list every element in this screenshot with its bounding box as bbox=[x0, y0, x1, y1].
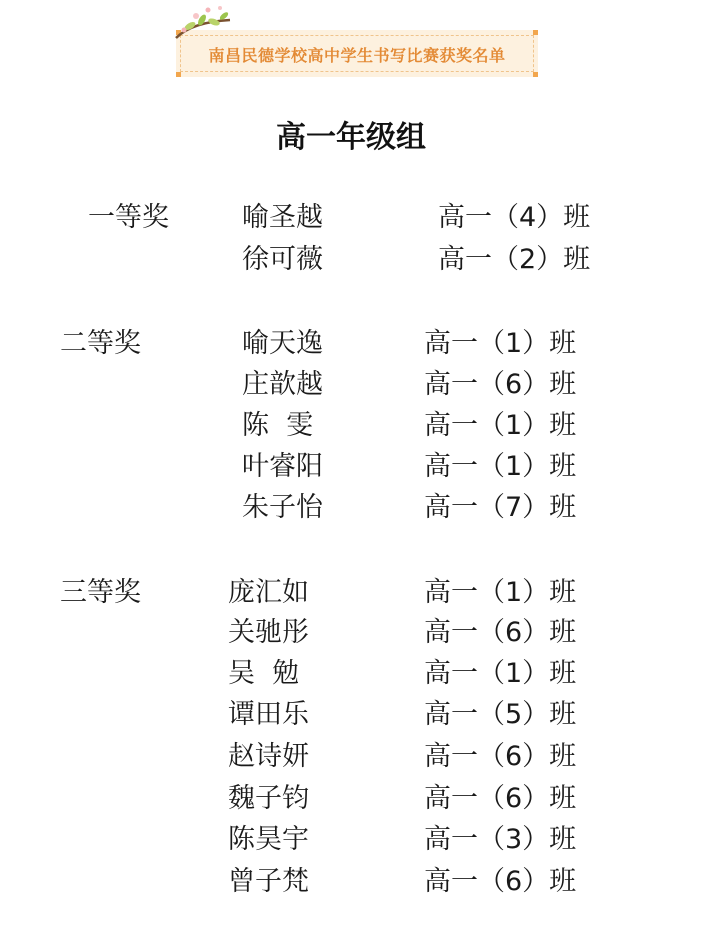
banner-title: 南昌民德学校高中学生书写比赛获奖名单 bbox=[208, 46, 506, 65]
group-title: 高一年级组 bbox=[276, 120, 426, 155]
winner-name: 赵诗妍 bbox=[228, 741, 309, 772]
branch-flower-icon bbox=[172, 4, 236, 40]
winner-class: 高一（1）班 bbox=[424, 577, 577, 608]
winner-class: 高一（6）班 bbox=[424, 617, 577, 648]
winner-class: 高一（6）班 bbox=[424, 783, 577, 814]
award-label-third: 三等奖 bbox=[60, 577, 141, 608]
winner-name: 庞汇如 bbox=[228, 577, 309, 608]
winner-name: 魏子钧 bbox=[228, 783, 309, 814]
winner-class: 高一（1）班 bbox=[424, 328, 577, 359]
winner-class: 高一（4）班 bbox=[438, 202, 591, 233]
banner-corner bbox=[533, 30, 538, 35]
winner-class: 高一（1）班 bbox=[424, 451, 577, 482]
winner-class: 高一（2）班 bbox=[438, 244, 591, 275]
winner-name: 喻圣越 bbox=[242, 202, 323, 233]
winner-class: 高一（6）班 bbox=[424, 369, 577, 400]
winner-class: 高一（5）班 bbox=[424, 699, 577, 730]
banner-corner bbox=[533, 72, 538, 77]
winner-class: 高一（6）班 bbox=[424, 866, 577, 897]
winner-class: 高一（1）班 bbox=[424, 658, 577, 689]
winner-name: 曾子梵 bbox=[228, 866, 309, 897]
award-label-first: 一等奖 bbox=[88, 202, 169, 233]
winner-class: 高一（7）班 bbox=[424, 492, 577, 523]
winner-name: 庄歆越 bbox=[242, 369, 323, 400]
award-label-second: 二等奖 bbox=[60, 328, 141, 359]
winner-name: 朱子怡 bbox=[242, 492, 323, 523]
winner-name: 关驰彤 bbox=[228, 617, 309, 648]
winner-name: 陈昊宇 bbox=[228, 824, 309, 855]
winner-name: 吴 勉 bbox=[228, 658, 300, 689]
winner-name: 叶睿阳 bbox=[242, 451, 323, 482]
winner-name: 陈 雯 bbox=[242, 410, 314, 441]
winner-class: 高一（6）班 bbox=[424, 741, 577, 772]
winner-name: 徐可薇 bbox=[242, 244, 323, 275]
banner-corner bbox=[176, 72, 181, 77]
winner-class: 高一（3）班 bbox=[424, 824, 577, 855]
winner-name: 谭田乐 bbox=[228, 699, 309, 730]
winner-name: 喻天逸 bbox=[242, 328, 323, 359]
winner-class: 高一（1）班 bbox=[424, 410, 577, 441]
